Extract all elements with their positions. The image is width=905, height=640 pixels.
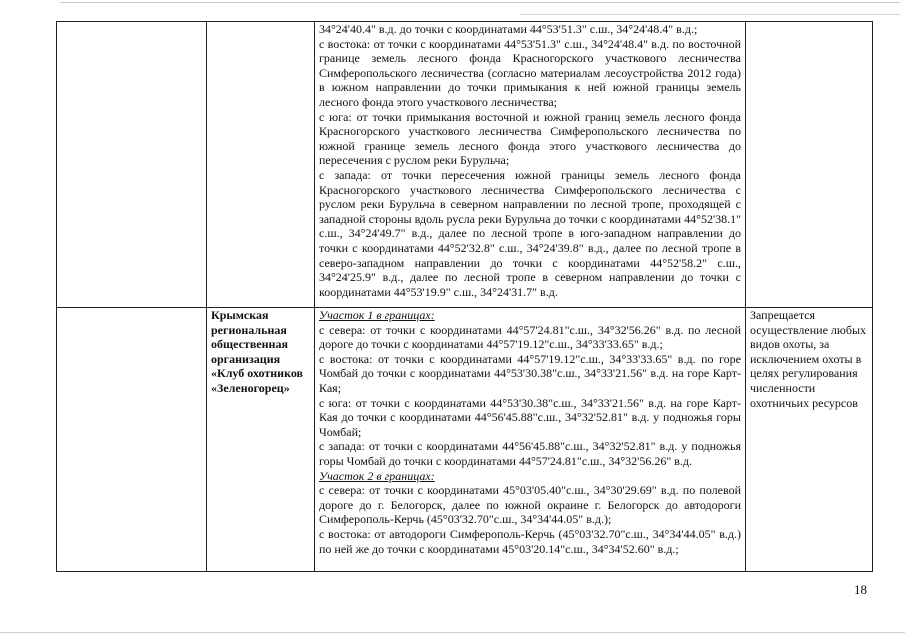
boundary-south: с юга: от точки примыкания восточной и южной границ земель лесного фонда Красногорского участкового лесничества Симферопольского лесничества по южной границе земель лесного фонда этого участкового лесничества до пересечения с руслом реки Бурульча; bbox=[319, 109, 741, 168]
plot-1-north: с севера: от точки с координатами 44°57'24.81"с.ш., 34°32'56.26" в.д. по лесной дороге до точки с координатами 44°57'19.12"с.ш., 34°33'33.65" в.д.; bbox=[319, 322, 741, 352]
boundary-east: с востока: от точки с координатами 44°53'51.3" с.ш., 34°24'48.4" в.д. по восточной границе земель лесного фонда Красногорского участкового лесничества Симферопольского лесничества (согласно материалам лесоустройства 2012 года) в южном направлении до точки примыкания к ней южной границы земель лесного фонда этого участкового лесничества; bbox=[319, 36, 741, 109]
plot-2-north: с севера: от точки с координатами 45°03'05.40"с.ш., 34°30'29.69" в.д. по полевой дороге до г. Белогорск, далее по южной окраине г. Белогорск до автодороги Симферополь-Керчь (45°03'32.70"с.ш., 34°34'44.05" в.д.); bbox=[319, 483, 741, 527]
boundary-line: 34°24'40.4" в.д. до точки с координатами 44°53'51.3" с.ш., 34°24'48.4" в.д.; bbox=[319, 22, 698, 36]
scan-edge-line bbox=[0, 632, 905, 633]
boundary-description-cell bbox=[315, 308, 746, 572]
plot-1-east: с востока: от точки с координатами 44°57'19.12"с.ш., 34°33'33.65" в.д. по горе Чомбай до точки с координатами 44°53'30.38"с.ш., 34°33'21.56" в.д. на горе Карт-Кая; bbox=[319, 351, 741, 395]
scan-edge-line bbox=[520, 14, 900, 15]
plot-1-south: с юга: от точки с координатами 44°53'30.38"с.ш., 34°33'21.56" в.д. на горе Карт-Кая до точки с координатами 44°56'45.88"с.ш., 34°32'52.81" в.д. у подножья горы Чомбай; bbox=[319, 395, 741, 439]
table-cell-empty bbox=[746, 22, 873, 308]
plot-2-title: Участок 2 в границах: bbox=[319, 468, 435, 483]
plot-1-title: Участок 1 в границах: bbox=[319, 308, 435, 322]
organization-name: Крымская региональная общественная организация «Клуб охотников «Зеленогорец» bbox=[207, 308, 315, 572]
plot-1-west: с запада: от точки с координатами 44°56'45.88"с.ш., 34°32'52.81" в.д. у подножья горы Чомбай до точки с координатами 44°57'24.81"с.ш., 34°32'56.26" в.д. bbox=[319, 439, 741, 468]
document-table bbox=[56, 21, 873, 572]
table-row bbox=[57, 22, 873, 308]
table-cell-empty bbox=[57, 308, 207, 572]
boundary-west: с запада: от точки пересечения южной границы земель лесного фонда Красногорского участкового лесничества Симферопольского лесничества с руслом реки Бурульча в северном направлении по лесной тропе, проходящей с западной стороны вдоль русла реки Бурульча до точки с координатами 44°52'38.1" с.ш., 34°24'49.7" в.д., далее по лесной тропе в юго-западном направлении до точки с координатами 44°52'32.8" с.ш., 34°24'39.8" в.д., далее по лесной тропе в северо-западном направлении до точки с координатами 44°52'58.2" с.ш., 34°24'25.9" в.д., далее по лесной тропе в северном направлении до точки с координатами 44°53'19.9" с.ш., 34°24'31.7" в.д. bbox=[319, 167, 741, 299]
table-cell-empty bbox=[207, 22, 315, 308]
boundary-description-cell bbox=[315, 22, 746, 308]
plot-2-east: с востока: от автодороги Симферополь-Керчь (45°03'32.70"с.ш., 34°34'44.05" в.д.) по ней же до точки с координатами 45°03'20.14"с.ш., 34°34'52.60" в.д.; bbox=[319, 526, 741, 556]
table-cell-empty bbox=[57, 22, 207, 308]
scan-edge-line bbox=[60, 2, 900, 3]
page-number: 18 bbox=[854, 582, 867, 597]
table-row bbox=[57, 308, 873, 572]
restriction-text: Запрещается осуществление любых видов охоты, за исключением охоты в целях регулирования численности охотничьих ресурсов bbox=[746, 308, 873, 572]
